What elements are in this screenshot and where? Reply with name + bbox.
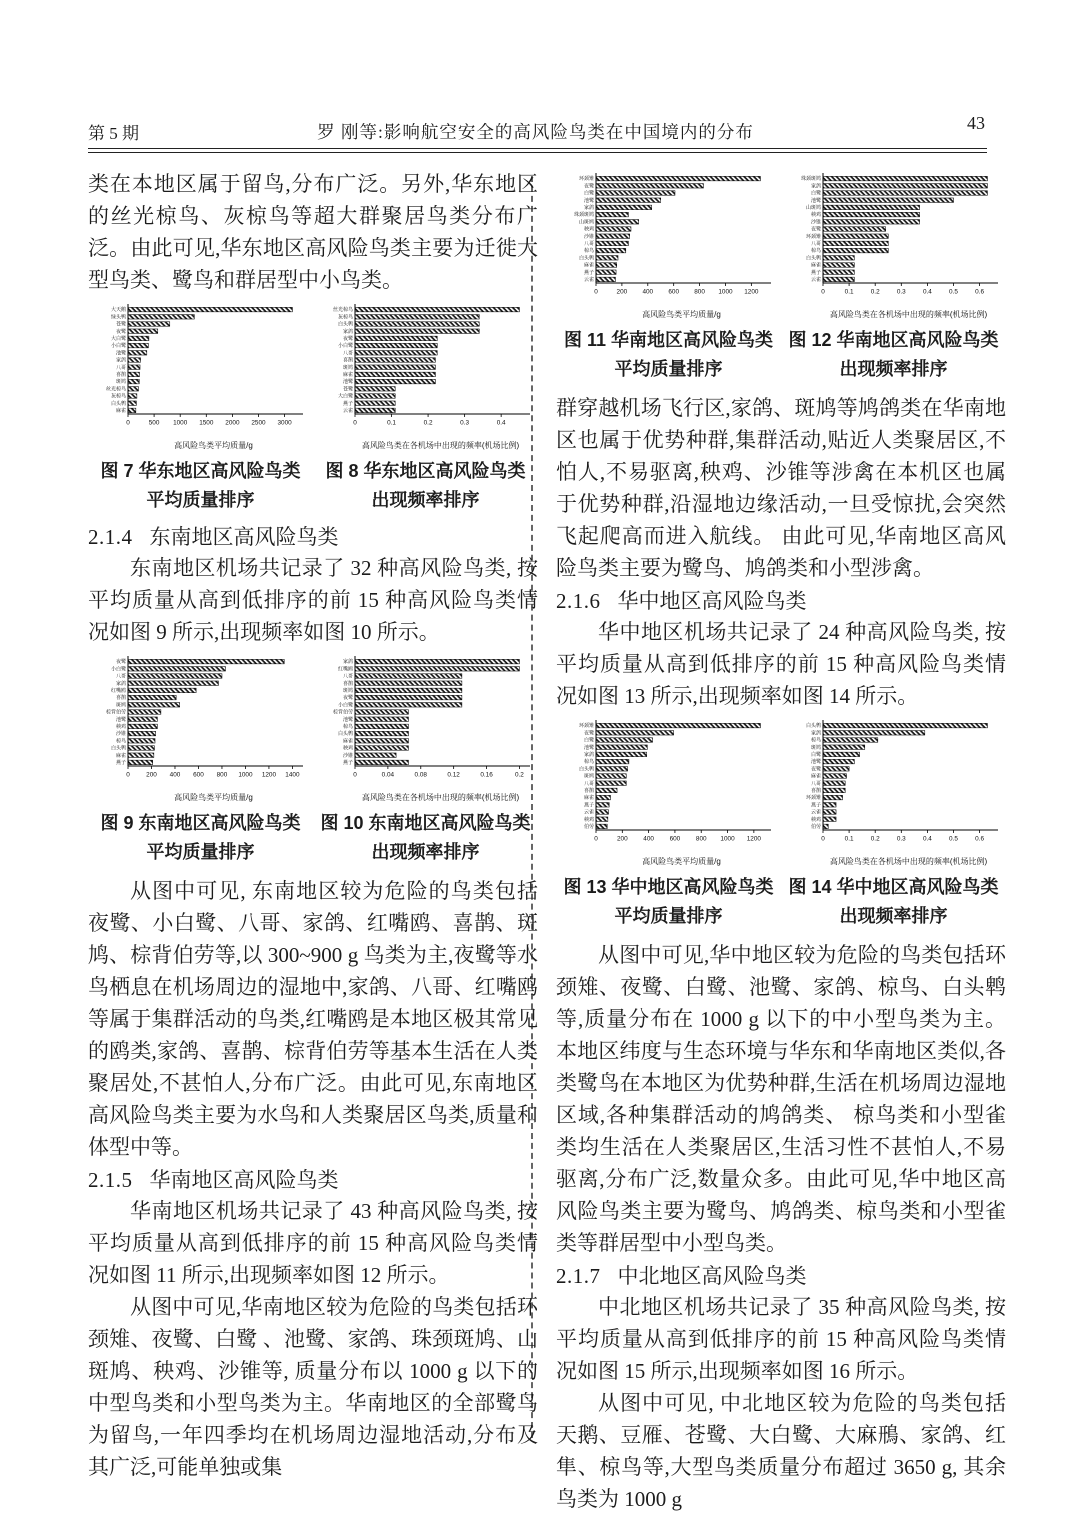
svg-text:沙锥: 沙锥 [115, 731, 126, 738]
paragraph-south-analysis: 从图中可见,华南地区较为危险的鸟类包括环颈雉、夜鹭、白鹭 、池鹭、家鸽、珠颈斑鸠、山斑鸠、秧鸡、沙锥等, 质量分布以 1000 g 以下的中型鸟类和小型鸟类为主。华南地区的全部鹭鸟为留鸟,一年四季均在机场周边湿地活动,分布及其广泛,可能单独或集 [88, 1295, 538, 1479]
svg-text:斑鸠: 斑鸠 [810, 744, 821, 751]
bar-chart-svg [556, 170, 778, 322]
svg-text:0.4: 0.4 [922, 835, 932, 843]
svg-text:池鹭: 池鹭 [115, 350, 126, 357]
svg-text:珠颈斑鸠: 珠颈斑鸠 [800, 176, 821, 183]
svg-text:喜鹊: 喜鹊 [342, 357, 353, 364]
svg-text:家鸽: 家鸽 [342, 659, 353, 666]
svg-text:麻雀: 麻雀 [115, 752, 126, 759]
svg-text:环颈雉: 环颈雉 [805, 233, 821, 240]
svg-text:1000: 1000 [718, 288, 733, 296]
svg-text:沙锥: 沙锥 [810, 219, 821, 226]
svg-text:秧鸡: 秧鸡 [583, 816, 594, 823]
svg-text:秧鸡: 秧鸡 [583, 226, 594, 233]
section-title: 中北地区高风险鸟类 [617, 1264, 807, 1288]
svg-text:0.5: 0.5 [949, 288, 958, 296]
figure12-chart [783, 170, 1005, 322]
svg-text:苍鹭: 苍鹭 [115, 321, 126, 328]
svg-text:高风险鸟类在各机场中出现的频率(机场比例): 高风险鸟类在各机场中出现的频率(机场比例) [361, 793, 520, 802]
svg-text:大白鹭: 大白鹭 [110, 336, 126, 343]
svg-text:山斑鸠: 山斑鸠 [578, 219, 594, 226]
svg-text:八哥: 八哥 [583, 780, 594, 787]
svg-text:0: 0 [821, 288, 825, 296]
caption-line: 出现频率排序 [839, 906, 948, 926]
svg-text:夜鹭: 夜鹭 [810, 766, 821, 773]
svg-text:高风险鸟类平均质量/g: 高风险鸟类平均质量/g [642, 310, 721, 319]
figure10-chart [315, 653, 537, 805]
bar-chart-svg [315, 653, 537, 805]
section-heading-2-1-4 [88, 523, 538, 551]
figure8-caption [313, 457, 538, 515]
svg-text:白鹭: 白鹭 [810, 752, 821, 759]
svg-text:2500: 2500 [251, 419, 266, 427]
svg-text:斑鸠: 斑鸠 [115, 702, 126, 709]
svg-text:0.4: 0.4 [922, 288, 932, 296]
figure7-chart [88, 301, 310, 453]
svg-text:燕子: 燕子 [810, 269, 821, 276]
svg-text:八哥: 八哥 [342, 673, 353, 680]
section-title: 东南地区高风险鸟类 [149, 525, 339, 549]
svg-text:500: 500 [148, 419, 160, 427]
svg-text:棕背伯劳: 棕背伯劳 [332, 709, 353, 716]
figure-row-7-8 [88, 301, 538, 453]
svg-text:1200: 1200 [744, 288, 759, 296]
svg-text:喜鹊: 喜鹊 [583, 788, 594, 795]
svg-text:白头鹎: 白头鹎 [110, 745, 126, 752]
figure9-chart [88, 653, 310, 805]
svg-text:0: 0 [353, 771, 357, 779]
svg-text:0: 0 [126, 419, 130, 427]
figure8-chart [315, 301, 537, 453]
svg-text:麻雀: 麻雀 [810, 773, 821, 780]
section-title: 华南地区高风险鸟类 [149, 1168, 339, 1192]
svg-text:高风险鸟类平均质量/g: 高风险鸟类平均质量/g [642, 857, 721, 866]
svg-text:麻雀: 麻雀 [583, 795, 594, 802]
svg-text:山斑鸠: 山斑鸠 [805, 205, 821, 212]
bar-chart-svg [783, 717, 1005, 869]
svg-text:八哥: 八哥 [115, 673, 126, 680]
paragraph-east-summary: 类在本地区属于留鸟,分布广泛。另外,华东地区的丝光椋鸟、灰椋鸟等超大群聚居鸟类分布广泛。由此可见,华东地区高风险鸟类主要为迁徙大型鸟类、鹭鸟和群居型中小鸟类。 [88, 172, 538, 292]
svg-text:麻雀: 麻雀 [342, 372, 353, 379]
svg-text:椋鸟: 椋鸟 [115, 738, 126, 745]
figure7-caption [88, 457, 313, 515]
svg-text:0.1: 0.1 [844, 835, 854, 843]
caption-line: 平均质量排序 [614, 359, 723, 379]
svg-text:池鹭: 池鹭 [810, 197, 821, 204]
svg-text:400: 400 [642, 288, 654, 296]
svg-text:800: 800 [695, 835, 707, 843]
figure13-caption [556, 873, 781, 931]
svg-text:0: 0 [821, 835, 825, 843]
paragraph-northcentral-intro: 中北地区机场共记录了 35 种高风险鸟类, 按平均质量从高到低排序的前 15 种高风险鸟类情况如图 15 所示,出现频率如图 16 所示。 [556, 1295, 1006, 1383]
svg-text:600: 600 [669, 835, 681, 843]
svg-text:家鸽: 家鸽 [583, 205, 594, 212]
figure11-caption [556, 326, 781, 384]
svg-text:八哥: 八哥 [115, 364, 126, 371]
svg-text:0.2: 0.2 [870, 835, 880, 843]
svg-text:1000: 1000 [173, 419, 188, 427]
svg-text:400: 400 [169, 771, 181, 779]
svg-text:燕子: 燕子 [342, 760, 353, 767]
svg-text:0: 0 [126, 771, 130, 779]
svg-text:0.3: 0.3 [460, 419, 470, 427]
svg-text:2000: 2000 [225, 419, 240, 427]
figure-row-11-12 [556, 170, 1006, 322]
caption-line: 图 10 东南地区高风险鸟类 [320, 813, 531, 833]
svg-text:燕子: 燕子 [810, 802, 821, 809]
svg-text:燕子: 燕子 [583, 802, 594, 809]
figure10-caption [313, 809, 538, 867]
figure14-caption [781, 873, 1006, 931]
svg-text:白头鹎: 白头鹎 [337, 321, 353, 328]
section-number: 2.1.4 [88, 525, 133, 549]
svg-text:麻雀: 麻雀 [810, 262, 821, 269]
svg-text:大白鹭: 大白鹭 [337, 393, 353, 400]
svg-text:云雀: 云雀 [342, 408, 353, 415]
svg-text:丝光椋鸟: 丝光椋鸟 [105, 386, 126, 393]
svg-text:家鸽: 家鸽 [342, 328, 353, 335]
svg-text:苍鹭: 苍鹭 [342, 386, 353, 393]
paragraph-southeast-intro: 东南地区机场共记录了 32 种高风险鸟类, 按平均质量从高到低排序的前 15 种高风险鸟类情况如图 9 所示,出现频率如图 10 所示。 [88, 556, 538, 644]
svg-text:云雀: 云雀 [583, 277, 594, 284]
svg-text:白鹭: 白鹭 [583, 737, 594, 744]
page-number: 43 [967, 113, 985, 133]
bar-chart-svg [315, 301, 537, 453]
svg-text:灰椋鸟: 灰椋鸟 [110, 393, 126, 400]
svg-text:1000: 1000 [238, 771, 253, 779]
svg-text:池鹭: 池鹭 [342, 379, 353, 386]
section-heading-2-1-7 [556, 1262, 1006, 1290]
svg-text:小白鹭: 小白鹭 [337, 343, 353, 350]
svg-text:云雀: 云雀 [810, 277, 821, 284]
figure13-chart [556, 717, 778, 869]
svg-text:池鹭: 池鹭 [115, 716, 126, 723]
svg-text:红嘴鸥: 红嘴鸥 [110, 688, 126, 695]
svg-text:云雀: 云雀 [583, 809, 594, 816]
svg-text:200: 200 [616, 288, 628, 296]
svg-text:珠颈斑鸠: 珠颈斑鸠 [573, 212, 594, 219]
svg-text:沙锥: 沙锥 [583, 233, 594, 240]
section-number: 2.1.6 [556, 589, 601, 613]
svg-text:白鹭: 白鹭 [810, 190, 821, 197]
svg-text:800: 800 [694, 288, 705, 296]
svg-text:800: 800 [216, 771, 228, 779]
caption-line: 出现频率排序 [371, 842, 480, 862]
svg-text:夜鹭: 夜鹭 [342, 336, 353, 343]
paragraph-central-intro: 华中地区机场共记录了 24 种高风险鸟类, 按平均质量从高到低排序的前 15 种高风险鸟类情况如图 13 所示,出现频率如图 14 所示。 [556, 620, 1006, 708]
svg-text:八哥: 八哥 [583, 241, 594, 248]
svg-text:1000: 1000 [720, 835, 735, 843]
svg-text:椋鸟: 椋鸟 [342, 724, 353, 731]
svg-text:200: 200 [616, 835, 628, 843]
svg-text:白头鹎: 白头鹎 [805, 255, 821, 262]
svg-text:高风险鸟类在各机场中出现的频率(机场比例): 高风险鸟类在各机场中出现的频率(机场比例) [829, 857, 988, 866]
svg-text:绿头鸭: 绿头鸭 [110, 314, 126, 321]
svg-text:燕子: 燕子 [583, 269, 594, 276]
figure11-chart [556, 170, 778, 322]
section-heading-2-1-5 [88, 1166, 538, 1194]
running-title: 罗 刚等:影响航空安全的高风险鸟类在中国境内的分布 [317, 122, 754, 142]
svg-text:斑鸠: 斑鸠 [115, 379, 126, 386]
svg-text:池鹭: 池鹭 [583, 744, 594, 751]
svg-text:斑鸠: 斑鸠 [583, 773, 594, 780]
svg-text:家鸽: 家鸽 [115, 357, 126, 364]
svg-text:白头鹎: 白头鹎 [110, 400, 126, 407]
svg-text:3000: 3000 [277, 419, 292, 427]
svg-text:0: 0 [353, 419, 357, 427]
caption-line: 平均质量排序 [614, 906, 723, 926]
svg-text:0.1: 0.1 [844, 288, 854, 296]
svg-text:椋鸟: 椋鸟 [810, 737, 821, 744]
figure12-caption [781, 326, 1006, 384]
svg-text:600: 600 [668, 288, 680, 296]
svg-text:白鹭: 白鹭 [583, 190, 594, 197]
svg-text:棕背伯劳: 棕背伯劳 [105, 709, 126, 716]
bar-chart-svg [783, 170, 1005, 322]
caption-row-13-14 [556, 873, 1006, 931]
svg-text:斑鸠: 斑鸠 [342, 688, 353, 695]
svg-text:八哥: 八哥 [810, 780, 821, 787]
svg-text:麻雀: 麻雀 [115, 408, 126, 415]
svg-text:秧鸡: 秧鸡 [115, 724, 126, 731]
caption-row-7-8 [88, 457, 538, 515]
svg-text:秧鸡: 秧鸡 [342, 745, 353, 752]
svg-text:斑鸠: 斑鸠 [342, 364, 353, 371]
svg-text:池鹭: 池鹭 [810, 759, 821, 766]
caption-line: 图 7 华东地区高风险鸟类 [100, 461, 301, 481]
svg-text:喜鹊: 喜鹊 [115, 695, 126, 702]
svg-text:白头鹎: 白头鹎 [337, 731, 353, 738]
svg-text:池鹭: 池鹭 [342, 716, 353, 723]
svg-text:白头鹎: 白头鹎 [578, 766, 594, 773]
svg-text:夜鹭: 夜鹭 [810, 226, 821, 233]
svg-text:0.08: 0.08 [414, 771, 427, 779]
bar-chart-svg [556, 717, 778, 869]
paragraph-southeast-analysis: 从图中可见, 东南地区较为危险的鸟类包括夜鹭、小白鹭、八哥、家鸽、红嘴鸥、喜鹊、斑鸠、棕背伯劳等,以 300~900 g 鸟类为主,夜鹭等水鸟栖息在机场周边的湿地中,家鸽、八哥、红嘴鸥等属于集群活动的鸟类,红嘴鸥是本地区极其常见的鸥类,家鸽、喜鹊、棕背伯劳等基本生活在人类聚居处,不甚怕人,分布广泛。由此可见,东南地区高风险鸟类主要为水鸟和人类聚居区鸟类,质量和体型中等。 [88, 879, 538, 1159]
caption-line: 图 14 华中地区高风险鸟类 [788, 877, 999, 897]
section-number: 2.1.5 [88, 1168, 133, 1192]
caption-line: 平均质量排序 [146, 842, 255, 862]
svg-text:白头鹎: 白头鹎 [578, 255, 594, 262]
svg-text:喜鹊: 喜鹊 [115, 372, 126, 379]
svg-text:高风险鸟类平均质量/g: 高风险鸟类平均质量/g [174, 793, 253, 802]
svg-text:1500: 1500 [199, 419, 214, 427]
svg-text:0.2: 0.2 [870, 288, 880, 296]
caption-line: 图 8 华东地区高风险鸟类 [325, 461, 526, 481]
svg-text:环颈雉: 环颈雉 [578, 723, 594, 730]
svg-text:0: 0 [594, 288, 598, 296]
figure14-chart [783, 717, 1005, 869]
figure-row-13-14 [556, 717, 1006, 869]
svg-text:灰椋鸟: 灰椋鸟 [337, 314, 353, 321]
svg-text:高风险鸟类平均质量/g: 高风险鸟类平均质量/g [174, 441, 253, 450]
svg-text:0.3: 0.3 [896, 288, 906, 296]
svg-text:喜鹊: 喜鹊 [342, 680, 353, 687]
caption-row-9-10 [88, 809, 538, 867]
section-heading-2-1-6 [556, 587, 1006, 615]
svg-text:环颈雉: 环颈雉 [578, 176, 594, 183]
paragraph-south-intro: 华南地区机场共记录了 43 种高风险鸟类, 按平均质量从高到低排序的前 15 种高风险鸟类情况如图 11 所示,出现频率如图 12 所示。 [88, 1199, 538, 1287]
svg-text:沙锥: 沙锥 [342, 752, 353, 759]
svg-text:0.2: 0.2 [423, 419, 433, 427]
svg-text:喜鹊: 喜鹊 [810, 788, 821, 795]
svg-text:椋鸟: 椋鸟 [583, 248, 594, 255]
svg-text:0.04: 0.04 [381, 771, 395, 779]
svg-text:夜鹭: 夜鹭 [115, 328, 126, 335]
svg-text:八哥: 八哥 [342, 350, 353, 357]
svg-text:400: 400 [643, 835, 654, 843]
svg-text:家鸽: 家鸽 [810, 183, 821, 190]
svg-text:麻雀: 麻雀 [583, 262, 594, 269]
svg-text:椋鸟: 椋鸟 [810, 248, 821, 255]
svg-text:椋鸟: 椋鸟 [583, 759, 594, 766]
svg-text:0.1: 0.1 [387, 419, 396, 427]
caption-line: 图 9 东南地区高风险鸟类 [100, 813, 301, 833]
svg-text:0: 0 [594, 835, 598, 843]
svg-text:丝光椋鸟: 丝光椋鸟 [332, 307, 353, 314]
paragraph-northcentral-analysis: 从图中可见, 中北地区较为危险的鸟类包括天鹅、豆雁、苍鹭、大白鹭、大麻鳽、家鸽、红隼、椋鸟等,大型鸟类质量分布超过 3650 g, 其余鸟类为 1000 g [556, 1391, 1006, 1511]
svg-text:1200: 1200 [746, 835, 761, 843]
caption-line: 图 12 华南地区高风险鸟类 [788, 330, 999, 350]
svg-text:0.5: 0.5 [949, 835, 958, 843]
section-number: 2.1.7 [556, 1264, 601, 1288]
caption-row-11-12 [556, 326, 1006, 384]
svg-text:伯劳: 伯劳 [583, 824, 594, 831]
svg-text:0.16: 0.16 [480, 771, 493, 779]
svg-text:0.4: 0.4 [496, 419, 506, 427]
section-title: 华中地区高风险鸟类 [617, 589, 807, 613]
svg-text:0.12: 0.12 [447, 771, 460, 779]
bar-chart-svg [88, 301, 310, 453]
caption-line: 出现频率排序 [839, 359, 948, 379]
svg-text:大天鹅: 大天鹅 [110, 307, 126, 314]
svg-text:高风险鸟类在各机场中出现的频率(机场比例): 高风险鸟类在各机场中出现的频率(机场比例) [829, 310, 988, 319]
caption-line: 图 11 华南地区高风险鸟类 [563, 330, 774, 350]
svg-text:小白鹭: 小白鹭 [337, 702, 353, 709]
svg-text:1200: 1200 [261, 771, 277, 779]
svg-text:0.6: 0.6 [975, 835, 985, 843]
left-column [88, 168, 538, 1483]
svg-text:小白鹭: 小白鹭 [110, 666, 126, 673]
paragraph-south-continued: 群穿越机场飞行区,家鸽、斑鸠等鸠鸽类在华南地区也属于优势种群,集群活动,贴近人类聚居区,不怕人,不易驱离,秧鸡、沙锥等涉禽在本机区也属于优势种群,沿湿地边缘活动,一旦受惊扰,会突然飞起爬高而进入航线。 由此可见,华南地区高风险鸟类主要为鹭鸟、鸠鸽类和小型涉禽。 [556, 396, 1006, 580]
bar-chart-svg [88, 653, 310, 805]
svg-text:夜鹭: 夜鹭 [583, 730, 594, 737]
figure-row-9-10 [88, 653, 538, 805]
svg-text:燕子: 燕子 [115, 760, 126, 767]
svg-text:白头鹎: 白头鹎 [805, 723, 821, 730]
svg-text:八哥: 八哥 [810, 241, 821, 248]
svg-text:高风险鸟类在各机场中出现的频率(机场比例): 高风险鸟类在各机场中出现的频率(机场比例) [361, 441, 520, 450]
svg-text:0.6: 0.6 [975, 288, 985, 296]
svg-text:1400: 1400 [285, 771, 300, 779]
svg-text:燕子: 燕子 [342, 400, 353, 407]
svg-text:0.3: 0.3 [896, 835, 906, 843]
caption-line: 平均质量排序 [146, 490, 255, 510]
svg-text:0.2: 0.2 [514, 771, 524, 779]
svg-text:小白鹭: 小白鹭 [110, 343, 126, 350]
svg-text:200: 200 [146, 771, 157, 779]
svg-text:伯劳: 伯劳 [810, 824, 821, 831]
caption-line: 出现频率排序 [371, 490, 480, 510]
svg-text:家鸽: 家鸽 [115, 680, 126, 687]
svg-text:秧鸡: 秧鸡 [810, 212, 821, 219]
svg-text:池鹭: 池鹭 [583, 197, 594, 204]
svg-text:麻雀: 麻雀 [342, 738, 353, 745]
figure9-caption [88, 809, 313, 867]
svg-text:夜鹭: 夜鹭 [342, 695, 353, 702]
header-rule [88, 148, 987, 153]
right-column [556, 168, 1006, 1515]
paragraph-central-analysis: 从图中可见,华中地区较为危险的鸟类包括环颈雉、夜鹭、白鹭、池鹭、家鸽、椋鸟、白头鹎等,质量分布在 1000 g 以下的中小型鸟类为主。本地区纬度与生态环境与华东和华南地区类似,各类鹭鸟在本地区为优势种群,生活在机场周边湿地区域,各种集群活动的鸠鸽类、 椋鸟类和小型雀类均生活在人类聚居区,生活习性不甚怕人,不易驱离,分布广泛,数量众多。由此可见,华中地区高风险鸟类主要为鹭鸟、鸠鸽类、椋鸟类和小型雀类等群居型中小型鸟类。 [556, 943, 1006, 1255]
svg-text:红嘴鸥: 红嘴鸥 [337, 666, 353, 673]
svg-text:家鸽: 家鸽 [583, 752, 594, 759]
svg-text:环颈雉: 环颈雉 [805, 795, 821, 802]
issue-label: 第 5 期 [88, 124, 139, 143]
svg-text:夜鹭: 夜鹭 [583, 183, 594, 190]
svg-text:云雀: 云雀 [810, 809, 821, 816]
caption-line: 图 13 华中地区高风险鸟类 [563, 877, 774, 897]
svg-text:秧鸡: 秧鸡 [810, 816, 821, 823]
svg-text:600: 600 [193, 771, 204, 779]
svg-text:夜鹭: 夜鹭 [115, 659, 126, 666]
svg-text:家鸽: 家鸽 [810, 730, 821, 737]
